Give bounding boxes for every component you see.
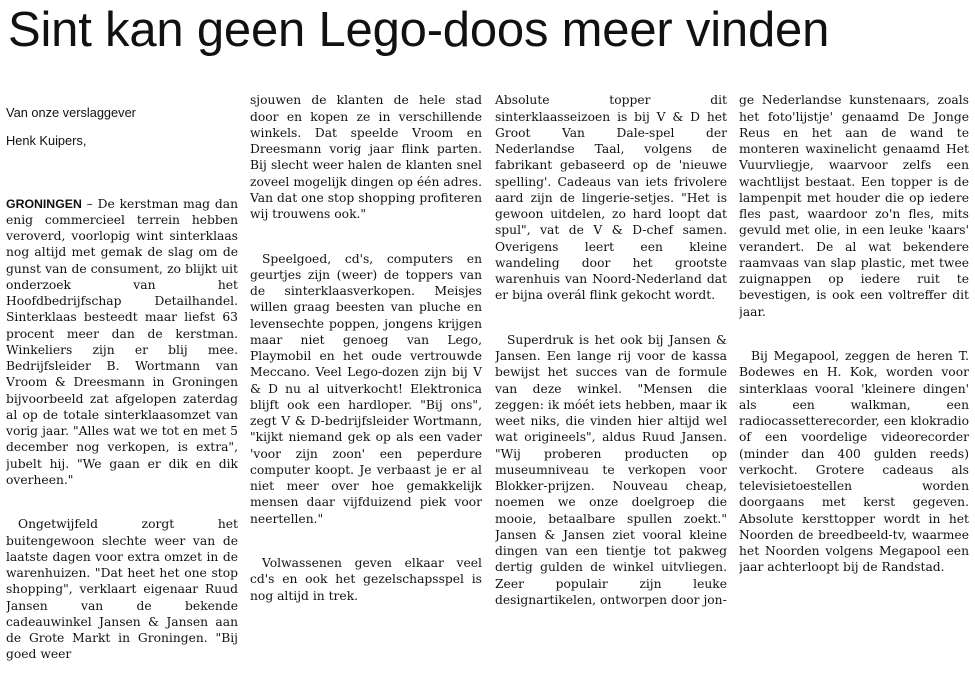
byline-line-1: Van onze verslaggever (6, 105, 136, 121)
dateline: GRONINGEN (6, 196, 82, 211)
paragraph-text: – De kerstman mag dan enig commercieel terrein hebben veroverd, voorlopig wint sinterklaas nog altijd met gemak de slag om de gunst van de consument, zo blijkt uit onderzoek van het Hoofdbedrijfschap Detailhandel. Sinterklaas besteedt maar liefst 63 procent meer dan de kerstman. Winkeliers zijn er blij mee. Bedrijfsleider B. Wortmann van Vroom & Dreesmann in Groningen bijvoorbeeld zat afgelopen zaterdag al op de totale sinterklaasomzet van vorig jaar. "Alles wat we tot en met 5 december nog verkopen, is extra", jubelt hij. "We gaan er dik en dik overheen." (6, 196, 238, 487)
paragraph: Bij Megapool, zeggen de heren T. Bodewes en H. Kok, worden voor sinterklaas vooral 'kleinere dingen' als een walkman, een radiocassetterecorder, een klokradio of een voordelige videorecorder (minder dan 400 gulden reeds) verkocht. Grotere cadeaus als televisietoestellen worden doorgaans met kerst gegeven. Absolute kersttopper wordt in het Noorden de breedbeeld-tv, waarmee het Noorden volgens Megapool een jaar achterloopt bij de Randstad. (739, 349, 969, 575)
byline-line-2: Henk Kuipers, (6, 133, 87, 149)
paragraph: Absolute topper dit sinterklaasseizoen is bij V & D het Groot Van Dale-spel der Nederlandse Taal, volgens de fabrikant gebaseerd op de 'nieuwe spelling'. Cadeaus van iets frivolere aard zijn de lingerie-setjes. "Het is gewoon uitdelen, zo hard loopt dat spul", vat de V & D-chef samen. Overigens leert een kleine wandeling door het grootste warenhuis van Noord-Nederland dat er bijna overál flink gekocht wordt. (495, 93, 727, 303)
column-1 (6, 76, 238, 691)
paragraph: Volwassenen geven elkaar veel cd's en ook het gezelschapsspel is nog altijd in trek. (250, 556, 482, 603)
column-4 (739, 76, 969, 604)
paragraph: Superdruk is het ook bij Jansen & Jansen. Een lange rij voor de kassa bewijst het succes van de formule van deze winkel. "Mensen die zeggen: ik móét iets hebben, maar ik weet niks, die vinden hier altijd wel wat origineels", aldus Ruud Jansen. "Wij proberen producten op museumniveau te verkopen voor Blokker-prijzen. Nouveau cheap, noemen we onze doelgroep die mooie, betaalbare spullen zoekt." Jansen & Jansen ziet vooral kleine dingen van een tientje tot pakweg dertig gulden de winkel uitvliegen. Zeer populair zijn leuke designartikelen, ontworpen door jon- (495, 332, 727, 607)
paragraph: ge Nederlandse kunstenaars, zoals het foto'lijstje' genaamd De Jonge Reus en het aan de wand te monteren waxinelicht genaamd Het Vuurvliegje, waarvoor zelfs een wachtlijst bestaat. Een topper is de lampenpit met houder die op iedere fles past, waardoor zo'n fles, mits gevuld met olie, in een leuke 'kaars' verandert. De al wat bekendere raamvaas van slap plastic, met twee zuignappen op iedere ruit te bevestigen, is ook een voltreffer dit jaar. (739, 93, 969, 319)
byline (6, 92, 238, 162)
paragraph: sjouwen de klanten de hele stad door en kopen ze in verschillende winkels. Dat speelde Vroom en Dreesmann vorig jaar flink parten. Bij slecht weer halen de klanten snel zoveel mogelijk dingen op één adres. Van dat one stop shopping profiteren wij trouwens ook." (250, 93, 482, 221)
paragraph: Speelgoed, cd's, computers en geurtjes zijn (weer) de toppers van de sinterklaasverkopen. Meisjes willen graag beesten van pluche en levensechte poppen, jongens krijgen maar niet genoeg van Lego, Playmobil en het oude vertrouwde Meccano. Veel Lego-dozen zijn bij V & D nu al uitverkocht! Elektronica blijft ook een hardloper. "Bij ons", zegt V & D-bedrijfsleider Wortmann, "kijkt niemand gek op als een vader 'voor zijn zoon' een peperdure computer koopt. Je verbaast je er al niet meer over hoe gemakkelijk mensen daar vijfduizend piek voor neertellen." (250, 251, 482, 526)
column-3 (495, 76, 727, 636)
paragraph (6, 196, 238, 489)
paragraph: Ongetwijfeld zorgt het buitengewoon slechte weer van de laatste dagen voor extra omzet in de warenhuizen. "Dat heet het one stop shopping", verklaart eigenaar Ruud Jansen van de bekende cadeauwinkel Jansen & Jansen aan de Grote Markt in Groningen. "Bij goed weer (6, 517, 238, 662)
column-2 (250, 76, 482, 632)
headline: Sint kan geen Lego-doos meer vinden (8, 3, 830, 57)
